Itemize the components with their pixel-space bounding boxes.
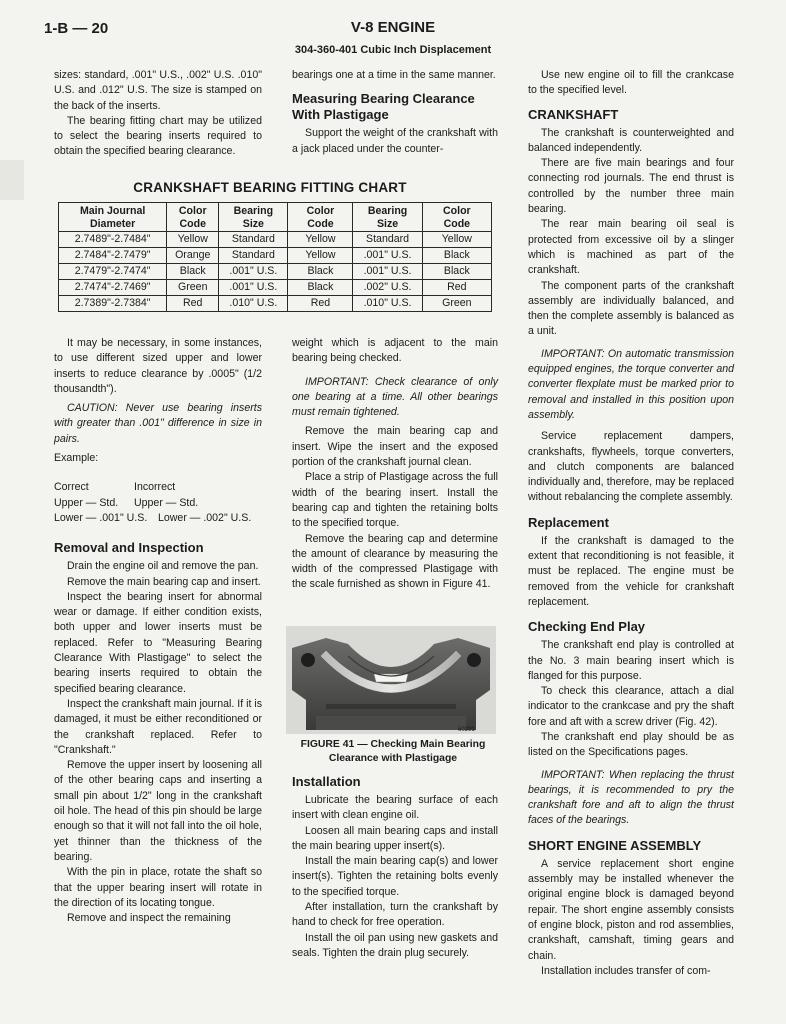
table-cell: .001" U.S. — [219, 280, 288, 296]
figure-number: 60291 — [458, 727, 475, 733]
column-2-top — [292, 68, 498, 157]
example-label: Example: — [54, 452, 99, 465]
bearing-fitting-table — [58, 202, 492, 312]
table-cell: 2.7389"-2.7384" — [59, 296, 167, 312]
column-header: Color Code — [167, 203, 219, 232]
table-cell: Yellow — [167, 232, 219, 248]
incorrect-upper: Upper — Std. — [134, 496, 199, 509]
page-number: 1-B — 20 — [44, 20, 109, 37]
paragraph: There are five main bearings and four connecting rod journals. The end thrust is controlled by the number three main bearing. — [528, 157, 734, 216]
table-cell: .002" U.S. — [353, 280, 422, 296]
table-cell: .010" U.S. — [219, 296, 288, 312]
bearing-plastigage-figure — [286, 626, 496, 734]
table-cell: Standard — [353, 232, 422, 248]
column-2-installation — [292, 774, 498, 961]
chart-title: CRANKSHAFT BEARING FITTING CHART — [133, 180, 407, 195]
column-header: Main Journal Diameter — [59, 203, 167, 232]
column-1-bottom — [54, 336, 262, 926]
paragraph: Remove the main bearing cap and insert. Wipe the insert and the exposed portion of the crankshaft journal clean. — [292, 425, 498, 469]
table-cell: Yellow — [288, 232, 353, 248]
paragraph: A service replacement short engine assembly may be installed whenever the original engine block is damaged beyond repair. The short engine assembly consists of engine block, piston and rod assemblies, crankshaft, camshaft, timing gears and chain. — [528, 857, 734, 962]
paragraph: After installation, turn the crankshaft by hand to check for free operation. — [292, 901, 498, 929]
table-cell: 2.7479"-2.7474" — [59, 264, 167, 280]
paragraph: With the pin in place, rotate the shaft so that the upper bearing insert will rotate in the direction of its locating tongue. — [54, 866, 262, 909]
running-title: V-8 ENGINE — [350, 19, 436, 36]
table-cell: 2.7484"-2.7479" — [59, 248, 167, 264]
important-note: IMPORTANT: When replacing the thrust bearings, it is recommended to pry the crankshaft fore and aft to align the thrust faces of the bearings. — [528, 768, 734, 827]
paragraph: To check this clearance, attach a dial indicator to the crankcase and pry the shaft fore and aft with a screw driver (Fig. 42). — [528, 685, 734, 728]
important-note: IMPORTANT: Check clearance of only one bearing at a time. All other bearings must remain tightened. — [292, 375, 498, 419]
table-cell: Red — [422, 280, 491, 296]
paragraph: It may be necessary, in some instances, to use different sized upper and lower inserts to reduce clearance by .0005" (1/2 thousandth"). — [54, 337, 262, 395]
running-subtitle: 304-360-401 Cubic Inch Displacement — [294, 44, 492, 56]
paragraph: The bearing fitting chart may be utilized to select the bearing inserts required to obtain the specified bearing clearance. — [54, 114, 262, 158]
incorrect-label: Incorrect — [134, 481, 176, 494]
table-cell: Green — [422, 296, 491, 312]
caution-note: CAUTION: Never use bearing inserts with greater than .001" difference in size in pairs. — [54, 402, 262, 445]
correct-label: Correct — [54, 481, 89, 494]
table-cell: Black — [422, 264, 491, 280]
correct-upper: Upper — Std. — [54, 496, 119, 509]
paragraph: bearings one at a time in the same manner. — [292, 69, 496, 81]
paragraph: weight which is adjacent to the main bearing being checked. — [292, 337, 498, 365]
paragraph: If the crankshaft is damaged to the extent that reconditioning is not feasible, it must be replaced. The engine must be removed from the vehicle for crankshaft replacement. — [528, 534, 734, 608]
table-row — [59, 264, 492, 280]
section-heading: Measuring Bearing Clearance With Plastigage — [292, 91, 475, 123]
incorrect-lower: Lower — .002" U.S. — [158, 511, 252, 524]
paragraph: Remove the upper insert by loosening all of the other bearing caps and inserting a small pin about 1/2" long in the crankshaft oil hole. The head of this pin should be large enough so that it will not fall into the oil hole, yet thinner than the thickness of the bearing. — [54, 759, 262, 863]
paragraph: Inspect the crankshaft main journal. If it is damaged, it must be either reconditioned or the crankshaft replaced. Refer to "Crankshaft." — [54, 697, 262, 756]
section-heading: Replacement — [528, 514, 609, 530]
paragraph: Remove the bearing cap and determine the amount of clearance by measuring the width of the compressed Plastigage with the scale furnished as shown in Figure 41. — [292, 532, 498, 591]
important-note: IMPORTANT: On automatic transmission equipped engines, the torque converter and converter flexplate must be marked prior to removal and installed in this position upon assembly. — [528, 347, 734, 421]
section-heading: CRANKSHAFT — [528, 106, 619, 122]
column-header: Color Code — [288, 203, 353, 232]
column-2-bottom — [292, 336, 498, 593]
paragraph: The rear main bearing oil seal is protected from excessive oil by a slinger which is machined as part of the crankshaft. — [528, 218, 734, 277]
paragraph: Drain the engine oil and remove the pan. — [67, 560, 259, 573]
bolt-hole-icon — [467, 653, 481, 667]
binding-shadow — [0, 160, 24, 200]
table-cell: 2.7489"-2.7484" — [59, 232, 167, 248]
table-cell: Green — [167, 280, 219, 296]
table-cell: Black — [288, 280, 353, 296]
table-cell: .001" U.S. — [353, 248, 422, 264]
column-header: Bearing Size — [219, 203, 288, 232]
section-heading: SHORT ENGINE ASSEMBLY — [528, 837, 702, 853]
table-cell: Standard — [219, 232, 288, 248]
paragraph: Support the weight of the crankshaft with a jack placed under the counter- — [292, 127, 498, 155]
table-cell: Black — [167, 264, 219, 280]
plastigage-strip — [374, 674, 408, 682]
table-row — [59, 296, 492, 312]
paragraph: Service replacement dampers, crankshafts, flywheels, torque converters, and clutch components are balanced individually and, therefore, may be replaced without rebalancing the complete assembly. — [528, 430, 734, 504]
table-cell: .001" U.S. — [219, 264, 288, 280]
example-upper-row — [54, 496, 262, 511]
section-heading: Removal and Inspection — [54, 540, 204, 556]
correct-lower: Lower — .001" U.S. — [54, 511, 148, 524]
section-heading: Checking End Play — [528, 619, 646, 635]
paragraph: Remove and inspect the remaining — [67, 912, 231, 925]
table-cell: Standard — [219, 248, 288, 264]
paragraph: The crankshaft end play is controlled at the No. 3 main bearing insert which is flanged for this purpose. — [528, 639, 734, 682]
paragraph: The component parts of the crankshaft assembly are individually balanced, and then the complete assembly is balanced as a unit. — [528, 279, 734, 338]
table-cell: Black — [422, 248, 491, 264]
paragraph: Place a strip of Plastigage across the full width of the bearing insert. Install the bearing cap and tighten the retaining bolts to the specified torque. — [292, 471, 498, 530]
column-header: Color Code — [422, 203, 491, 232]
paragraph: Install the oil pan using new gaskets and seals. Tighten the drain plug securely. — [292, 931, 498, 959]
table-cell: Black — [288, 264, 353, 280]
paragraph: Inspect the bearing insert for abnormal wear or damage. If either condition exists, both upper and lower inserts must be replaced. Refer to "Measuring Bearing Clearance With Plastigage" to select the bearing inserts required to obtain the specified bearing clearance. — [54, 590, 262, 695]
paragraph: Remove the main bearing cap and insert. — [67, 575, 261, 588]
table-cell: Red — [167, 296, 219, 312]
table-cell: Red — [288, 296, 353, 312]
column-3 — [528, 68, 734, 979]
paragraph: sizes: standard, .001" U.S., .002" U.S. .010" U.S. and .012" U.S. The size is stamped on the back of the inserts. — [54, 69, 262, 112]
table-cell: Yellow — [422, 232, 491, 248]
bolt-hole-icon — [301, 653, 315, 667]
table-cell: .010" U.S. — [353, 296, 422, 312]
column-header: Bearing Size — [353, 203, 422, 232]
figure-caption: FIGURE 41 — Checking Main Bearing Clearance with Plastigage — [300, 739, 486, 764]
paragraph: The crankshaft is counterweighted and balanced independently. — [528, 126, 734, 154]
paragraph: Use new engine oil to fill the crankcase to the specified level. — [528, 69, 734, 97]
paragraph: Installation includes transfer of com- — [541, 964, 711, 977]
table-row — [59, 248, 492, 264]
table-row — [59, 232, 492, 248]
table-row — [59, 280, 492, 296]
paragraph: Install the main bearing cap(s) and lower insert(s). Tighten the retaining bolts evenly to the specified torque. — [292, 855, 498, 898]
example-lower-row — [54, 511, 262, 526]
table-cell: 2.7474"-2.7469" — [59, 280, 167, 296]
column-1-top — [54, 68, 262, 160]
paragraph: Loosen all main bearing caps and install the main bearing upper insert(s). — [292, 824, 498, 852]
example-header-row — [54, 480, 262, 495]
paragraph: Lubricate the bearing surface of each insert with clean engine oil. — [292, 794, 498, 822]
table-cell: Yellow — [288, 248, 353, 264]
table-cell: .001" U.S. — [353, 264, 422, 280]
section-heading: Installation — [292, 774, 361, 789]
table-cell: Orange — [167, 248, 219, 264]
table-header-row — [59, 203, 492, 232]
paragraph: The crankshaft end play should be as listed on the Specifications pages. — [528, 730, 734, 759]
